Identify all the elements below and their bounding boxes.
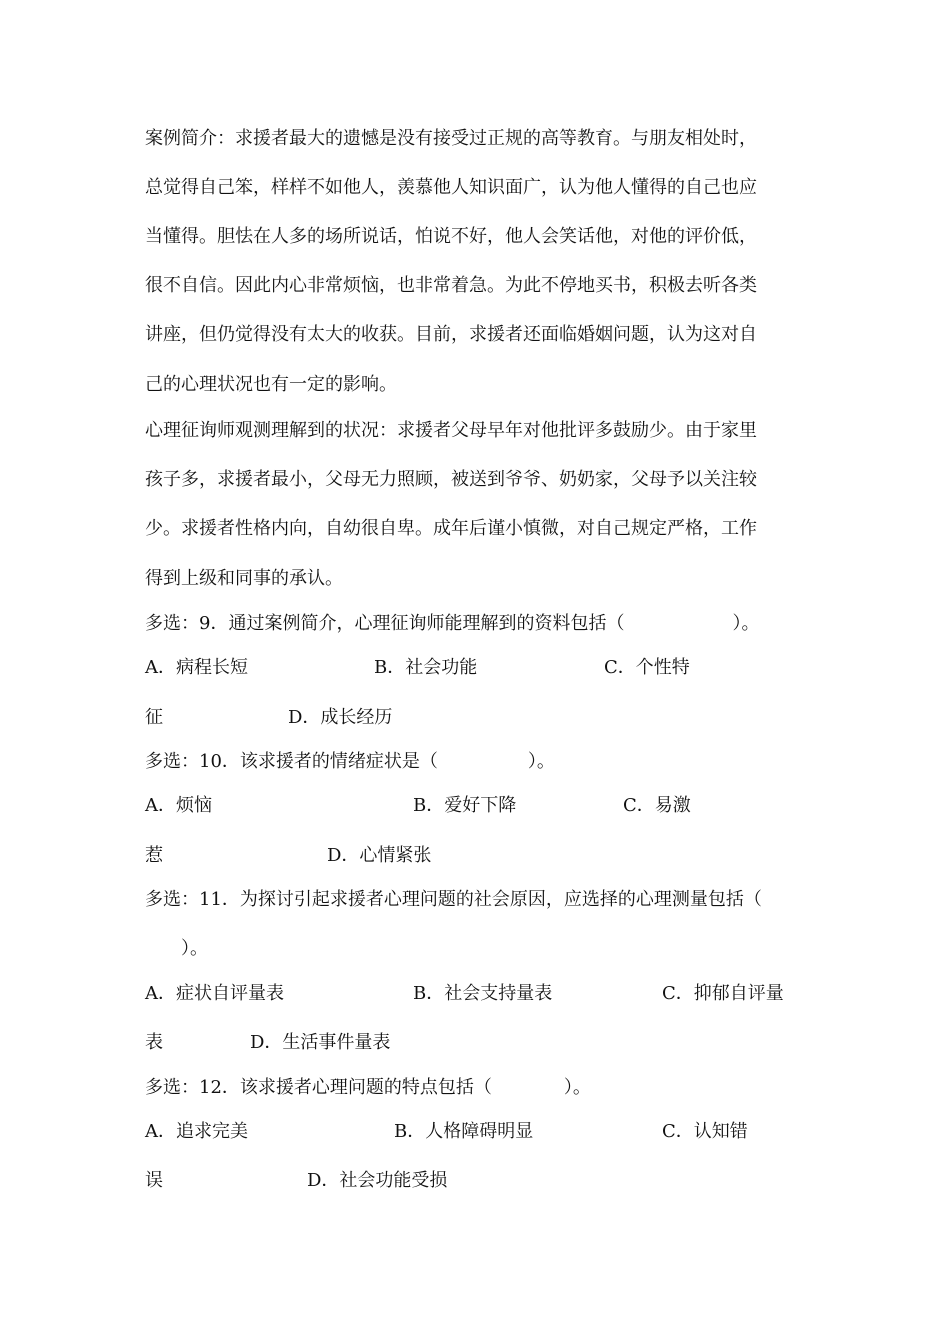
question-stem: 多选：9．通过案例简介，心理征询师能理解到的资料包括（ ）。 <box>145 613 760 634</box>
option-b: B．人格障碍明显 <box>394 1121 534 1142</box>
paragraph-line: 得到上级和同事的承认。 <box>145 568 343 589</box>
option-c-continued: 征 <box>145 707 163 728</box>
question-stem: 多选：10．该求援者的情绪症状是（ ）。 <box>145 751 555 772</box>
option-c: C．易激 <box>623 795 691 816</box>
paragraph-line: 少。求援者性格内向，自幼很自卑。成年后谨小慎微，对自己规定严格，工作 <box>145 518 757 539</box>
option-c-continued: 惹 <box>145 845 163 866</box>
paragraph-line: 很不自信。因此内心非常烦恼，也非常着急。为此不停地买书，积极去听各类 <box>145 275 757 296</box>
question-stem-continued: ）。 <box>145 938 208 959</box>
paragraph-line: 孩子多，求援者最小，父母无力照顾，被送到爷爷、奶奶家，父母予以关注较 <box>145 469 757 490</box>
option-d: D．成长经历 <box>288 707 393 728</box>
option-c: C．认知错 <box>662 1121 748 1142</box>
option-c-continued: 表 <box>145 1032 163 1053</box>
paragraph-line: 讲座，但仍觉得没有太大的收获。目前，求援者还面临婚姻问题，认为这对自 <box>145 324 757 345</box>
option-c-continued: 误 <box>145 1170 163 1191</box>
option-b: B．爱好下降 <box>413 795 517 816</box>
option-b: B．社会功能 <box>374 657 478 678</box>
option-d: D．生活事件量表 <box>250 1032 391 1053</box>
option-a: A．症状自评量表 <box>145 983 284 1004</box>
option-d: D．社会功能受损 <box>307 1170 448 1191</box>
option-a: A．病程长短 <box>145 657 248 678</box>
option-d: D．心情紧张 <box>327 845 432 866</box>
paragraph-line: 案例简介：求援者最大的遗憾是没有接受过正规的高等教育。与朋友相处时， <box>145 128 757 149</box>
paragraph-line: 当懂得。胆怯在人多的场所说话，怕说不好，他人会笑话他，对他的评价低， <box>145 226 757 247</box>
paragraph-line: 总觉得自己笨，样样不如他人，羡慕他人知识面广，认为他人懂得的自己也应 <box>145 177 757 198</box>
question-stem: 多选：11．为探讨引起求援者心理问题的社会原因，应选择的心理测量包括（ <box>145 889 762 910</box>
option-c: C．个性特 <box>604 657 690 678</box>
option-b: B．社会支持量表 <box>413 983 553 1004</box>
option-c: C．抑郁自评量 <box>662 983 784 1004</box>
paragraph-line: 己的心理状况也有一定的影响。 <box>145 374 397 395</box>
option-a: A．烦恼 <box>145 795 212 816</box>
paragraph-line: 心理征询师观测理解到的状况：求援者父母早年对他批评多鼓励少。由于家里 <box>145 420 757 441</box>
question-stem: 多选：12．该求援者心理问题的特点包括（ ）。 <box>145 1077 591 1098</box>
option-a: A．追求完美 <box>145 1121 248 1142</box>
